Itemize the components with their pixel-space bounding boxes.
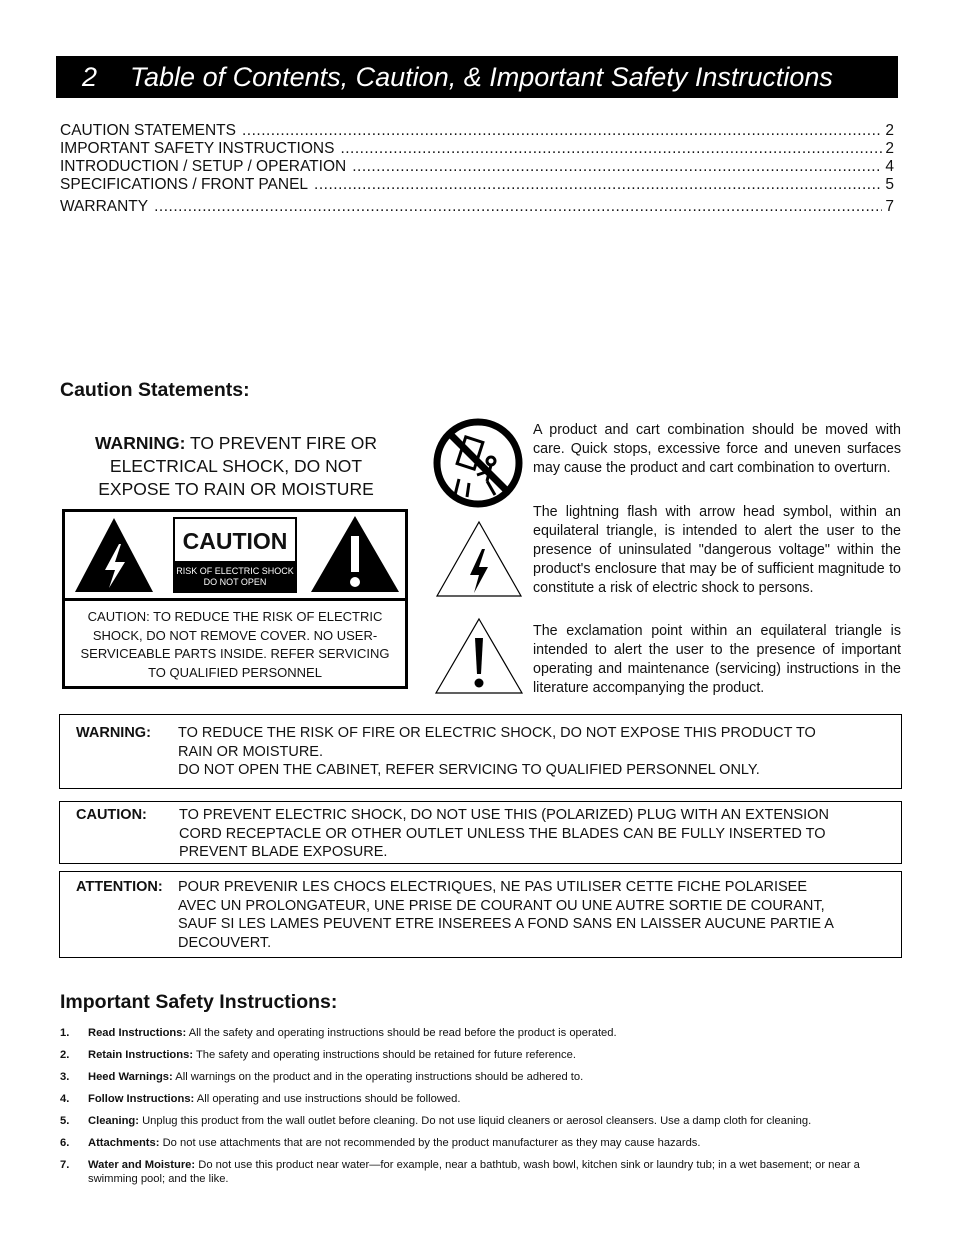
toc-page: 2 (885, 122, 894, 139)
list-item (60, 1026, 902, 1040)
caution-body-line: CAUTION: TO REDUCE THE RISK OF ELECTRIC (87, 609, 383, 624)
toc-row[interactable] (60, 140, 894, 158)
item-text: All the safety and operating instructions should be read before the product is operated. (188, 1027, 617, 1039)
safety-instructions-heading: Important Safety Instructions: (60, 991, 338, 1013)
item-number: 5. (60, 1115, 70, 1127)
toc-label: SPECIFICATIONS / FRONT PANEL (60, 176, 309, 193)
notice-line: PREVENT BLADE EXPOSURE. (179, 844, 388, 860)
page-number: 2 (82, 61, 98, 92)
item-title: Follow Instructions: (88, 1093, 195, 1105)
item-text: Do not use this product near water—for example, near a bathtub, wash bowl, kitchen sink or laundry tub; in a wet basement; or near a swimming pool; and the like. (88, 1159, 860, 1185)
toc-page: 2 (885, 140, 894, 157)
attention-notice-box (59, 871, 902, 958)
toc-leader (314, 176, 882, 194)
item-title: Heed Warnings: (88, 1071, 173, 1083)
lightning-triangle-icon (434, 519, 524, 599)
toc-row[interactable] (60, 198, 894, 216)
notice-line: CORD RECEPTACLE OR OTHER OUTLET UNLESS THE BLADES CAN BE FULLY INSERTED TO (179, 825, 826, 842)
item-title: Attachments: (88, 1137, 160, 1149)
item-title: Retain Instructions: (88, 1049, 194, 1061)
notice-key: CAUTION: (76, 807, 147, 823)
warning-notice-box (59, 714, 902, 789)
caution-subtitle (175, 561, 295, 593)
notice-key: WARNING: (76, 725, 151, 741)
exclamation-triangle-icon (433, 616, 525, 696)
toc-label: WARRANTY (60, 198, 149, 215)
list-item (60, 1048, 902, 1062)
lightning-symbol-text: The lightning flash with arrow head symbol, within an equilateral triangle, is intended to alert the user to the presence of uninsulated "dangerous voltage" within the product's enclosure that may be of sufficient magnitude to constitute a risk of electric shock to persons. (533, 504, 901, 596)
notice-line: AVEC UN PROLONGATEUR, UNE PRISE DE COURANT OU UNE AUTRE SORTIE DE COURANT, (178, 897, 825, 914)
toc-label: INTRODUCTION / SETUP / OPERATION (60, 158, 347, 175)
item-title: Water and Moisture: (88, 1159, 196, 1171)
caution-body-line: TO QUALIFIED PERSONNEL (148, 664, 322, 680)
warning-line: EXPOSE TO RAIN OR MOISTURE (98, 479, 374, 499)
notice-text (178, 878, 900, 952)
toc-leader (242, 122, 882, 140)
caution-body-line: SHOCK, DO NOT REMOVE COVER. NO USER- (92, 627, 378, 643)
item-text: All operating and use instructions should be followed. (196, 1093, 461, 1105)
caution-title: CAUTION (182, 528, 288, 554)
exclamation-triangle-icon (303, 512, 403, 598)
warning-line: TO PREVENT FIRE OR (189, 433, 377, 453)
notice-line: SAUF SI LES LAMES PEUVENT ETRE INSEREES A FOND SANS EN LAISSER AUCUNE PARTIE A (178, 916, 834, 932)
lightning-triangle-icon (69, 512, 159, 598)
toc-page: 7 (885, 198, 894, 215)
toc-page: 5 (885, 176, 894, 193)
no-cart-tipping-icon (433, 417, 525, 509)
safety-instructions-list (60, 1026, 902, 1194)
list-item (60, 1136, 902, 1150)
notice-line: DECOUVERT. (178, 934, 272, 951)
notice-line: TO PREVENT ELECTRIC SHOCK, DO NOT USE THIS (POLARIZED) PLUG WITH AN EXTENSION (179, 807, 829, 823)
item-number: 2. (60, 1049, 70, 1061)
toc-leader (154, 198, 882, 216)
list-item (60, 1114, 902, 1128)
page-title: Table of Contents, Caution, & Important Safety Instructions (130, 61, 833, 92)
caution-body-line: SERVICEABLE PARTS INSIDE. REFER SERVICING (80, 646, 390, 661)
caution-label-box (62, 509, 408, 689)
notice-key: ATTENTION: (76, 879, 163, 895)
table-of-contents (60, 122, 894, 216)
caution-label-text (65, 608, 405, 682)
list-item (60, 1158, 902, 1186)
warning-label: WARNING: (95, 433, 186, 453)
toc-label: CAUTION STATEMENTS (60, 122, 236, 139)
notice-text (178, 724, 898, 780)
item-text: Unplug this product from the wall outlet before cleaning. Do not use liquid cleaners or aerosol cleansers. Use a damp cloth for cleaning. (142, 1115, 812, 1127)
notice-line: TO REDUCE THE RISK OF FIRE OR ELECTRIC SHOCK, DO NOT EXPOSE THIS PRODUCT TO (178, 725, 816, 741)
notice-text (179, 806, 899, 862)
item-number: 4. (60, 1093, 70, 1105)
caution-notice-box (59, 801, 902, 864)
toc-row[interactable] (60, 176, 894, 194)
item-number: 7. (60, 1159, 70, 1171)
notice-line: POUR PREVENIR LES CHOCS ELECTRIQUES, NE PAS UTILISER CETTE FICHE POLARISEE (178, 879, 808, 895)
notice-line: DO NOT OPEN THE CABINET, REFER SERVICING TO QUALIFIED PERSONNEL ONLY. (178, 762, 760, 778)
notice-line: RAIN OR MOISTURE. (178, 743, 324, 760)
item-text: All warnings on the product and in the operating instructions should be adhered to. (175, 1071, 584, 1083)
toc-row[interactable] (60, 158, 894, 176)
caution-sub-line: DO NOT OPEN (203, 577, 267, 587)
toc-page: 4 (885, 158, 894, 175)
item-text: The safety and operating instructions should be retained for future reference. (195, 1049, 576, 1061)
cart-warning-text: A product and cart combination should be moved with care. Quick stops, excessive force and uneven surfaces may cause the product and cart combination to overturn. (533, 422, 901, 476)
page-header (56, 56, 898, 98)
toc-leader (352, 158, 882, 176)
caution-label-top (65, 512, 405, 601)
toc-leader (340, 140, 882, 158)
item-text: Do not use attachments that are not recommended by the product manufacturer as they may cause hazards. (162, 1137, 701, 1149)
list-item (60, 1092, 902, 1106)
item-number: 1. (60, 1027, 70, 1039)
toc-row[interactable] (60, 122, 894, 140)
item-number: 6. (60, 1137, 70, 1149)
item-title: Read Instructions: (88, 1027, 187, 1039)
caution-statements-heading: Caution Statements: (60, 379, 250, 401)
caution-sub-line: RISK OF ELECTRIC SHOCK (176, 566, 294, 576)
warning-line: ELECTRICAL SHOCK, DO NOT (109, 456, 363, 476)
item-number: 3. (60, 1071, 70, 1083)
toc-label: IMPORTANT SAFETY INSTRUCTIONS (60, 140, 335, 157)
list-item (60, 1070, 902, 1084)
item-title: Cleaning: (88, 1115, 139, 1127)
exclamation-symbol-text: The exclamation point within an equilateral triangle is intended to alert the user to the presence of important operating and maintenance (servicing) instructions in the literature accompanying the product. (533, 623, 901, 696)
warning-statement (64, 432, 408, 501)
caution-label-plate (173, 517, 297, 593)
